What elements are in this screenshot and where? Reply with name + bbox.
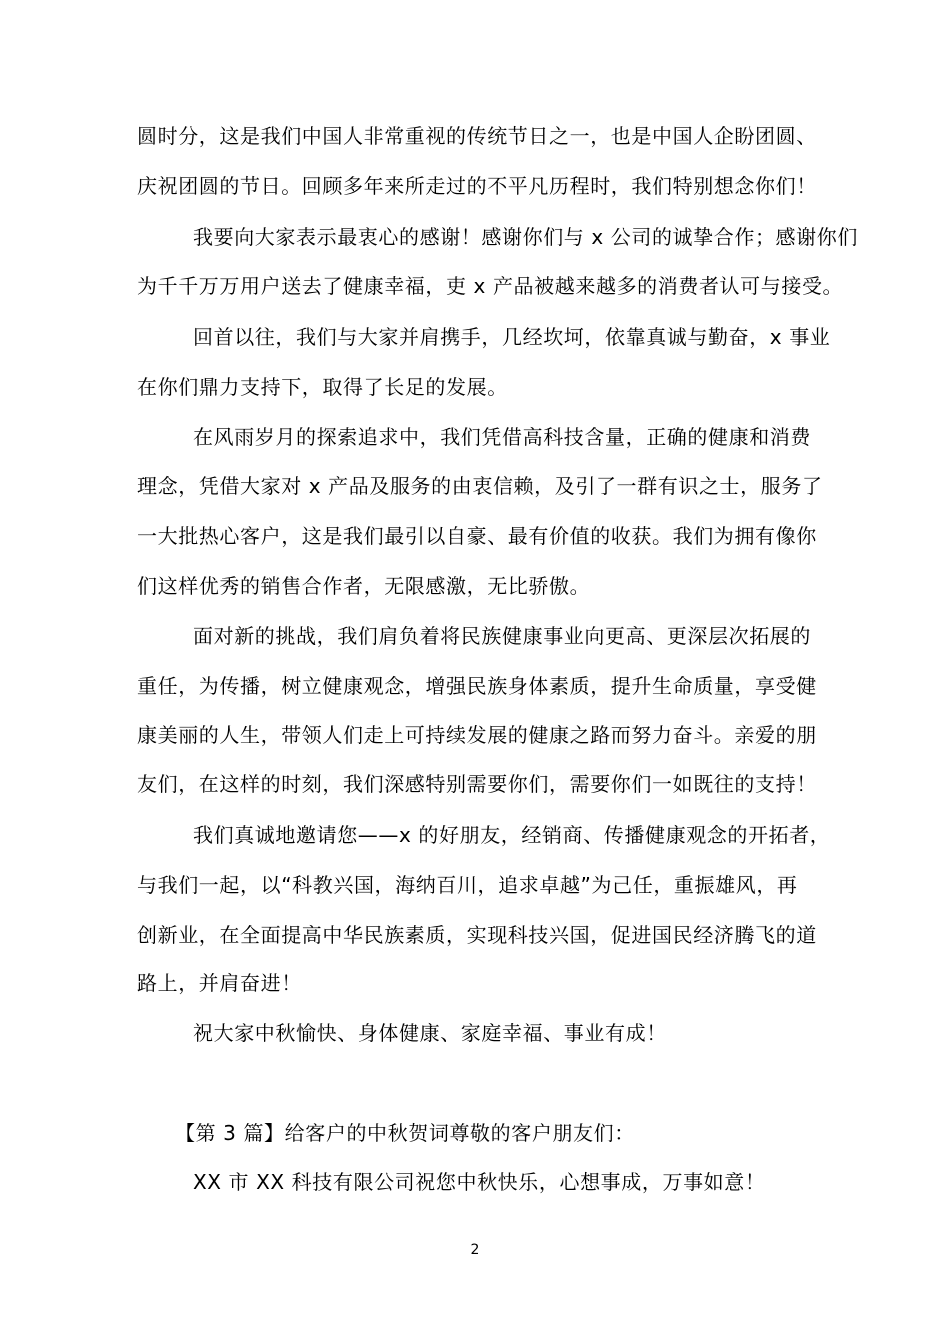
- paragraph-line: 理念，凭借大家对 x 产品及服务的由衷信赖，及引了一群有识之士，服务了: [137, 474, 823, 498]
- paragraph-line: 们这样优秀的销售合作者，无限感激，无比骄傲。: [137, 574, 591, 598]
- paragraph-line: 祝大家中秋愉快、身体健康、家庭幸福、事业有成！: [193, 1021, 667, 1045]
- paragraph-line: 一大批热心客户，这是我们最引以自豪、最有价值的收获。我们为拥有像你: [137, 524, 817, 548]
- paragraph-line: 与我们一起，以“科教兴国，海纳百川，追求卓越”为己任，重振雄风，再: [137, 873, 798, 897]
- paragraph-line: 重任，为传播，树立健康观念，增强民族身体素质，提升生命质量，享受健: [137, 674, 817, 698]
- paragraph-line: 康美丽的人生，带领人们走上可持续发展的健康之路而努力奋斗。亲爱的朋: [137, 723, 817, 747]
- paragraph-line: XX 市 XX 科技有限公司祝您中秋快乐，心想事成，万事如意！: [193, 1170, 766, 1194]
- paragraph-line: 我要向大家表示最衷心的感谢！感谢你们与 x 公司的诚挚合作；感谢你们: [193, 225, 858, 249]
- section-heading: 【第 3 篇】给客户的中秋贺词尊敬的客户朋友们：: [175, 1121, 635, 1145]
- paragraph-line: 我们真诚地邀请您——x 的好朋友，经销商、传播健康观念的开拓者，: [193, 823, 831, 847]
- paragraph-line: 友们，在这样的时刻，我们深感特别需要你们，需要你们一如既往的支持！: [137, 772, 817, 796]
- paragraph-line: 圆时分，这是我们中国人非常重视的传统节日之一，也是中国人企盼团圆、: [137, 124, 817, 148]
- paragraph-line: 庆祝团圆的节日。回顾多年来所走过的不平凡历程时，我们特别想念你们！: [137, 174, 817, 198]
- paragraph-line: 路上，并肩奋进！: [137, 971, 302, 995]
- page-number: 2: [470, 1242, 480, 1258]
- paragraph-line: 为千千万万用户送去了健康幸福，吏 x 产品被越来越多的消费者认可与接受。: [137, 274, 844, 298]
- paragraph-line: 回首以往，我们与大家并肩携手，几经坎坷，依靠真诚与勤奋，x 事业: [193, 325, 831, 349]
- paragraph-line: 面对新的挑战，我们肩负着将民族健康事业向更高、更深层次拓展的: [193, 624, 811, 648]
- paragraph-line: 在你们鼎力支持下，取得了长足的发展。: [137, 375, 508, 399]
- paragraph-line: 在风雨岁月的探索追求中，我们凭借高科技含量，正确的健康和消费: [193, 425, 811, 449]
- paragraph-line: 创新业，在全面提高中华民族素质，实现科技兴国，促进国民经济腾飞的道: [137, 923, 817, 947]
